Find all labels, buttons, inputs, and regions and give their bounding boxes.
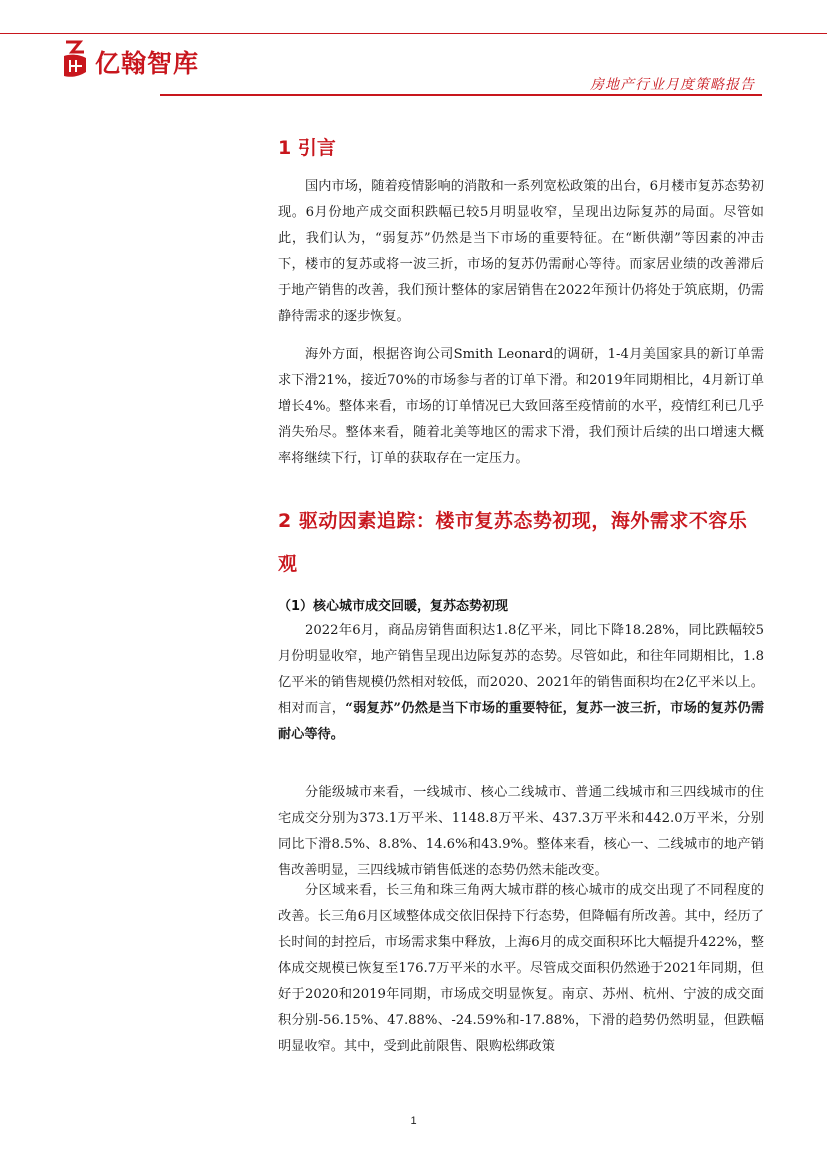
paragraph-city-tiers: 分能级城市来看，一线城市、核心二线城市、普通二线城市和三四线城市的住宅成交分别为373.1万平米、1148.8万平米、437.3万平米和442.0万平米，分别同比下滑8.5%、8.8%、14.6%和43.9%。整体来看，核心一、二线城市的地产销售改善明显，三四线城市销售低迷的态势仍然未能改变。 <box>278 785 764 878</box>
top-rule <box>0 33 827 34</box>
paragraph-intro-domestic: 国内市场，随着疫情影响的消散和一系列宽松政策的出台，6月楼市复苏态势初现。6月份地产成交面积跌幅已较5月明显收窄，呈现出边际复苏的局面。尽管如此，我们认为，“弱复苏”仍然是当下市场的重要特征。在“断供潮”等因素的冲击下，楼市的复苏或将一波三折，市场的复苏仍需耐心等待。而家居业绩的改善滞后于地产销售的改善，我们预计整体的家居销售在2022年预计仍将处于筑底期，仍需静待需求的逐步恢复。 <box>278 179 764 324</box>
paragraph-sales-text: 2022年6月，商品房销售面积达1.8亿平米，同比下降18.28%，同比跌幅较5月份明显收窄，地产销售呈现出边际复苏的态势。尽管如此，和往年同期相比，1.8亿平米的销售规模仍然相对较低，而2020、2021年的销售面积均在2亿平米以上。相对而言， <box>278 623 764 716</box>
logo <box>60 38 199 82</box>
paragraph-intro-overseas: 海外方面，根据咨询公司Smith Leonard的调研，1-4月美国家具的新订单需求下滑21%，接近70%的市场参与者的订单下滑。和2019年同期相比，4月新订单增长4%。整体来看，市场的订单情况已大致回落至疫情前的水平，疫情红利已几乎消失殆尽。整体来看，随着北美等地区的需求下滑，我们预计后续的出口增速大概率将继续下行，订单的获取存在一定压力。 <box>278 347 764 466</box>
paragraph-sales-emphasis: “弱复苏”仍然是当下市场的重要特征，复苏一波三折，市场的复苏仍需耐心等待。 <box>278 701 765 742</box>
section-heading-drivers: 2 驱动因素追踪：楼市复苏态势初现，海外需求不容乐观 <box>278 510 748 575</box>
section-heading-intro: 1 引言 <box>278 137 336 159</box>
paragraph-regions: 分区域来看，长三角和珠三角两大城市群的核心城市的成交出现了不同程度的改善。长三角6月区域整体成交依旧保持下行态势，但降幅有所改善。其中，经历了长时间的封控后，市场需求集中释放，上海6月的成交面积环比大幅提升422%，整体成交规模已恢复至176.7万平米的水平。尽管成交面积仍然逊于2021年同期，但好于2020和2019年同期，市场成交明显恢复。南京、苏州、杭州、宁波的成交面积分别-56.15%、47.88%、-24.59%和-17.88%，下滑的趋势仍然明显，但跌幅明显收窄。其中，受到此前限售、限购松绑政策 <box>278 883 764 1054</box>
logo-mark-icon <box>60 38 92 82</box>
paragraph-sales-volume <box>278 618 764 748</box>
header-rule <box>160 94 762 96</box>
subsection-heading-core-cities: （1）核心城市成交回暖，复苏态势初现 <box>278 599 509 614</box>
logo-text: 亿翰智库 <box>95 49 200 78</box>
page-number: 1 <box>410 1115 417 1127</box>
report-title: 房地产行业月度策略报告 <box>590 77 755 93</box>
